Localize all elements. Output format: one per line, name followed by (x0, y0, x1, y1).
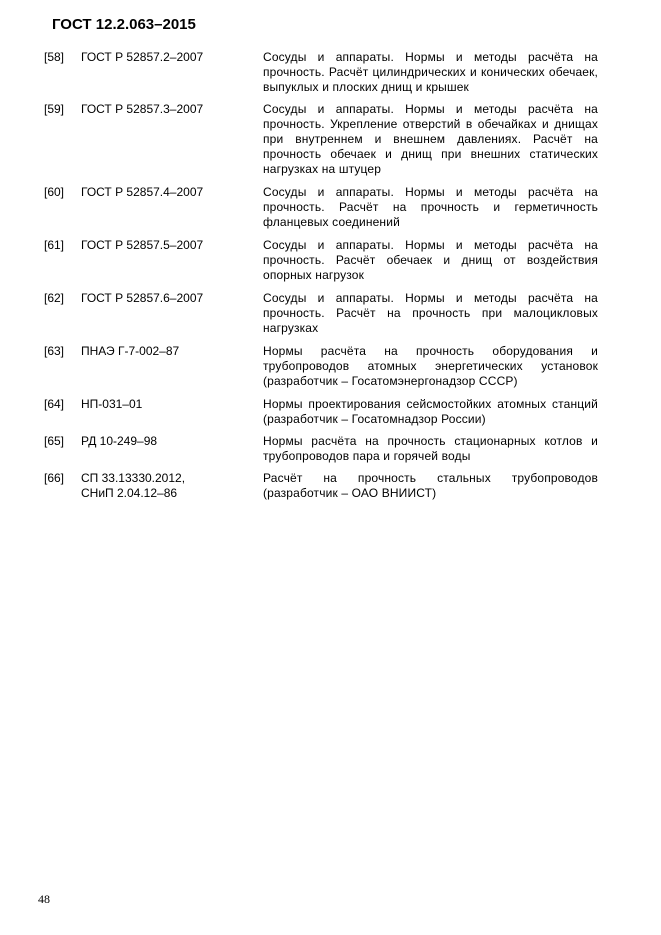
reference-title: Нормы расчёта на прочность оборудования и трубопроводов атомных энергетических установок (разработчик – Госатомэнергонадзор СССР) (263, 344, 598, 388)
reference-number: [64] (44, 397, 65, 411)
reference-entry (44, 102, 598, 177)
reference-code: ГОСТ Р 52857.6–2007 (81, 291, 204, 305)
reference-title: Сосуды и аппараты. Нормы и методы расчёта на прочность. Расчёт обечаек и днищ от воздействия опорных нагрузок (263, 238, 598, 282)
reference-number: [62] (44, 291, 65, 305)
reference-title: Сосуды и аппараты. Нормы и методы расчёта на прочность. Расчёт цилиндрических и конических обечаек, выпуклых и плоских днищ и крышек (263, 50, 598, 94)
reference-entry (44, 434, 598, 464)
reference-code: РД 10-249–98 (81, 434, 158, 448)
reference-title: Расчёт на прочность стальных трубопроводов (разработчик – ОАО ВНИИСТ) (263, 471, 598, 500)
reference-title: Нормы проектирования сейсмостойких атомных станций (разработчик – Госатомнадзор России) (263, 397, 598, 426)
page-header: ГОСТ 12.2.063–2015 (52, 16, 196, 33)
reference-code: ПНАЭ Г-7-002–87 (81, 344, 180, 358)
reference-entry (44, 50, 598, 95)
reference-entry (44, 291, 598, 336)
reference-number: [66] (44, 471, 65, 485)
reference-title: Сосуды и аппараты. Нормы и методы расчёта на прочность. Укрепление отверстий в обечайках и днищах при внутреннем и внешнем давлениях. Расчёт на прочность обечаек и днищ при внешних статических нагрузках на штуцер (263, 102, 598, 176)
reference-number: [63] (44, 344, 65, 358)
reference-title: Сосуды и аппараты. Нормы и методы расчёта на прочность. Расчёт на прочность и герметичность фланцевых соединений (263, 185, 598, 229)
reference-number: [65] (44, 434, 65, 448)
reference-code: ГОСТ Р 52857.3–2007 (81, 102, 204, 116)
reference-number: [58] (44, 50, 65, 64)
reference-entry (44, 238, 598, 283)
reference-list (44, 50, 598, 501)
reference-number: [61] (44, 238, 65, 252)
reference-entry (44, 471, 598, 501)
page-number: 48 (38, 892, 50, 906)
reference-title: Сосуды и аппараты. Нормы и методы расчёта на прочность. Расчёт на прочность при малоцикловых нагрузках (263, 291, 598, 335)
reference-entry (44, 185, 598, 230)
reference-entry (44, 344, 598, 389)
reference-code: ГОСТ Р 52857.5–2007 (81, 238, 204, 252)
reference-number: [59] (44, 102, 65, 116)
reference-number: [60] (44, 185, 65, 199)
reference-code: ГОСТ Р 52857.4–2007 (81, 185, 204, 199)
reference-code: СП 33.13330.2012, СНиП 2.04.12–86 (81, 471, 186, 500)
reference-entry (44, 397, 598, 427)
reference-code: ГОСТ Р 52857.2–2007 (81, 50, 204, 64)
reference-code: НП-031–01 (81, 397, 143, 411)
reference-title: Нормы расчёта на прочность стационарных котлов и трубопроводов пара и горячей воды (263, 434, 598, 463)
